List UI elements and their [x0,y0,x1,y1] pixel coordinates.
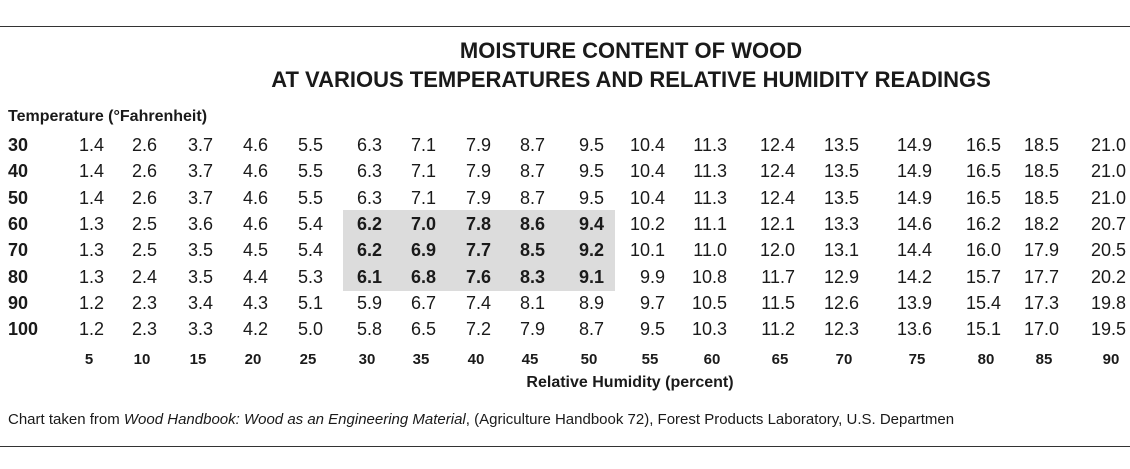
x-axis-label: Relative Humidity (percent) [526,374,734,391]
x-tick-label: 35 [412,351,430,368]
x-tick-label: 30 [358,351,376,368]
table-cell: 16.0 [965,240,1001,261]
table-cell: 13.3 [823,213,859,234]
table-cell: 21.0 [1090,161,1126,182]
table-cell: 2.5 [131,213,157,234]
top-rule [0,26,1130,27]
table-cell: 3.3 [187,319,213,340]
x-tick-label: 15 [189,351,207,368]
table-cell: 3.6 [187,213,213,234]
table-cell: 4.6 [242,187,268,208]
x-tick-label: 45 [521,351,539,368]
table-cell: 18.5 [1023,161,1059,182]
table-cell: 9.2 [578,240,604,261]
table-cell: 7.1 [410,187,436,208]
table-cell: 12.4 [759,187,795,208]
table-cell: 1.4 [78,187,104,208]
table-cell: 7.9 [465,187,491,208]
table-cell: 7.7 [465,240,491,261]
table-cell: 2.5 [131,240,157,261]
table-cell: 5.0 [297,319,323,340]
table-cell: 12.4 [759,135,795,155]
x-tick-label: 85 [1035,351,1053,368]
table-cell: 5.8 [356,319,382,340]
row-label-100: 100 [8,319,39,340]
table-cell: 14.9 [896,135,932,155]
table-cell: 1.3 [78,240,104,261]
x-tick-label: 20 [244,351,262,368]
row-label-40: 40 [8,161,29,182]
table-cell: 20.7 [1090,213,1126,234]
table-cell: 13.9 [896,292,932,313]
table-cell: 4.6 [242,161,268,182]
table-cell: 19.5 [1090,319,1126,340]
table-cell: 10.4 [629,161,665,182]
table-cell: 13.6 [896,319,932,340]
table-cell: 12.4 [759,161,795,182]
table-cell: 1.4 [78,161,104,182]
table-cell: 3.7 [187,161,213,182]
table-cell: 13.5 [823,187,859,208]
table-cell: 8.5 [519,240,545,261]
table-cell: 16.5 [965,135,1001,155]
y-axis-label: Temperature (°Fahrenheit) [8,108,208,125]
row-label-70: 70 [8,240,29,261]
table-cell: 18.2 [1023,213,1059,234]
table-cell: 7.4 [465,292,491,313]
table-cell: 6.1 [356,266,382,287]
table-cell: 5.5 [297,161,323,182]
table-cell: 1.3 [78,266,104,287]
row-label-60: 60 [8,213,29,234]
source-note [8,410,954,430]
source-suffix: , (Agriculture Handbook 72), Forest Products Laboratory, U.S. Departmen [465,411,955,428]
table-cell: 17.7 [1023,266,1059,287]
table-cell: 9.7 [639,292,665,313]
table-cell: 6.2 [356,240,382,261]
table-cell: 5.3 [297,266,323,287]
table-cell: 6.3 [356,135,382,155]
table-cell: 10.2 [629,213,665,234]
chart-subtitle: AT VARIOUS TEMPERATURES AND RELATIVE HUMIDITY READINGS [271,67,991,92]
table-cell: 8.7 [578,319,604,340]
table-cell: 7.9 [519,319,545,340]
table-cell: 9.4 [578,213,604,234]
table-cell: 7.2 [465,319,491,340]
table-cell: 18.5 [1023,135,1059,155]
table-cell: 2.6 [131,187,157,208]
table-cell: 7.8 [465,213,491,234]
table-cell: 3.4 [187,292,213,313]
table-cell: 6.5 [410,319,436,340]
table-cell: 21.0 [1090,187,1126,208]
table-cell: 4.6 [242,135,268,155]
bottom-rule [0,446,1130,447]
table-cell: 11.7 [761,266,795,287]
table-cell: 6.2 [356,213,382,234]
table-cell: 13.5 [823,135,859,155]
table-cell: 15.1 [965,319,1001,340]
table-cell: 19.8 [1090,292,1126,313]
table-cell: 8.1 [519,292,545,313]
table-cell: 15.7 [965,266,1001,287]
table-cell: 13.5 [823,161,859,182]
table-cell: 11.3 [693,161,727,182]
table-cell: 12.6 [823,292,859,313]
table-cell: 12.9 [823,266,859,287]
table-cell: 10.4 [629,187,665,208]
table-cell: 8.7 [519,161,545,182]
table-cell: 16.5 [965,187,1001,208]
x-tick-label: 10 [133,351,151,368]
table-cell: 16.5 [965,161,1001,182]
x-tick-label: 40 [467,351,485,368]
table-cell: 11.3 [693,187,727,208]
x-tick-label: 25 [299,351,317,368]
table-cell: 14.9 [896,187,932,208]
table-cell: 17.0 [1023,319,1059,340]
table-cell: 4.6 [242,213,268,234]
table-cell: 7.9 [465,161,491,182]
table-cell: 16.2 [965,213,1001,234]
table-cell: 7.1 [410,161,436,182]
table-cell: 9.5 [578,135,604,155]
x-tick-label: 5 [84,351,94,368]
table-cell: 4.2 [242,319,268,340]
x-tick-label: 50 [580,351,598,368]
table-cell: 9.5 [578,187,604,208]
table-cell: 11.5 [761,292,795,313]
table-cell: 3.5 [187,240,213,261]
table-cell: 14.9 [896,161,932,182]
table-cell: 7.6 [465,266,491,287]
table-cell: 9.5 [639,319,665,340]
table-cell: 10.3 [691,319,727,340]
table-cell: 5.4 [297,240,323,261]
x-tick-label: 90 [1102,351,1120,368]
table-cell: 14.2 [896,266,932,287]
table-cell: 6.3 [356,187,382,208]
table-cell: 9.9 [639,266,665,287]
table-cell: 7.9 [465,135,491,155]
table-cell: 4.5 [242,240,268,261]
table-cell: 8.7 [519,135,545,155]
table-cell: 15.4 [965,292,1001,313]
table-cell: 6.8 [410,266,436,287]
table-cell: 10.4 [629,135,665,155]
table-cell: 5.1 [297,292,323,313]
table-cell: 5.5 [297,135,323,155]
x-tick-label: 80 [977,351,995,368]
table-cell: 2.3 [131,319,157,340]
row-label-50: 50 [8,187,29,208]
table-cell: 11.0 [693,240,727,261]
table-cell: 2.6 [131,161,157,182]
table-cell: 12.3 [823,319,859,340]
table-cell: 20.2 [1090,266,1126,287]
table-cell: 20.5 [1090,240,1126,261]
table-cell: 8.9 [578,292,604,313]
table-cell: 6.9 [410,240,436,261]
table-cell: 3.5 [187,266,213,287]
table-cell: 5.9 [356,292,382,313]
table-cell: 4.4 [242,266,268,287]
table-cell: 8.7 [519,187,545,208]
table-cell: 9.1 [578,266,604,287]
table-cell: 10.8 [691,266,727,287]
table-cell: 1.3 [78,213,104,234]
table-cell: 3.7 [187,135,213,155]
table-cell: 2.6 [131,135,157,155]
row-label-80: 80 [8,266,29,287]
table-cell: 2.4 [131,266,157,287]
chart-title: MOISTURE CONTENT OF WOOD [459,38,803,63]
table-cell: 7.0 [410,213,436,234]
table-cell: 11.3 [693,135,727,155]
table-cell: 14.4 [896,240,932,261]
row-label-30: 30 [8,135,29,155]
table-cell: 6.7 [410,292,436,313]
table-cell: 14.6 [896,213,932,234]
source-book-title: Wood Handbook: Wood as an Engineering Material [123,411,466,428]
source-prefix: Chart taken from [8,411,124,428]
table-cell: 1.2 [78,319,104,340]
table-cell: 5.4 [297,213,323,234]
table-cell: 6.3 [356,161,382,182]
table-cell: 21.0 [1090,135,1126,155]
table-cell: 1.4 [78,135,104,155]
x-tick-label: 65 [771,351,789,368]
row-label-90: 90 [8,292,29,313]
table-cell: 3.7 [187,187,213,208]
x-tick-label: 75 [908,351,926,368]
table-cell: 9.5 [578,161,604,182]
table-cell: 13.1 [823,240,859,261]
table-cell: 10.1 [629,240,665,261]
table-cell: 8.6 [519,213,545,234]
table-cell: 11.1 [693,213,727,234]
table-cell: 18.5 [1023,187,1059,208]
table-cell: 1.2 [78,292,104,313]
x-tick-label: 55 [641,351,659,368]
table-cell: 5.5 [297,187,323,208]
x-tick-label: 60 [703,351,721,368]
table-cell: 17.3 [1023,292,1059,313]
table-cell: 4.3 [242,292,268,313]
table-cell: 12.0 [759,240,795,261]
table-cell: 10.5 [691,292,727,313]
table-cell: 17.9 [1023,240,1059,261]
x-tick-label: 70 [835,351,853,368]
table-cell: 8.3 [519,266,545,287]
table-cell: 11.2 [761,319,795,340]
table-cell: 12.1 [759,213,795,234]
table-cell: 2.3 [131,292,157,313]
table-cell: 7.1 [410,135,436,155]
